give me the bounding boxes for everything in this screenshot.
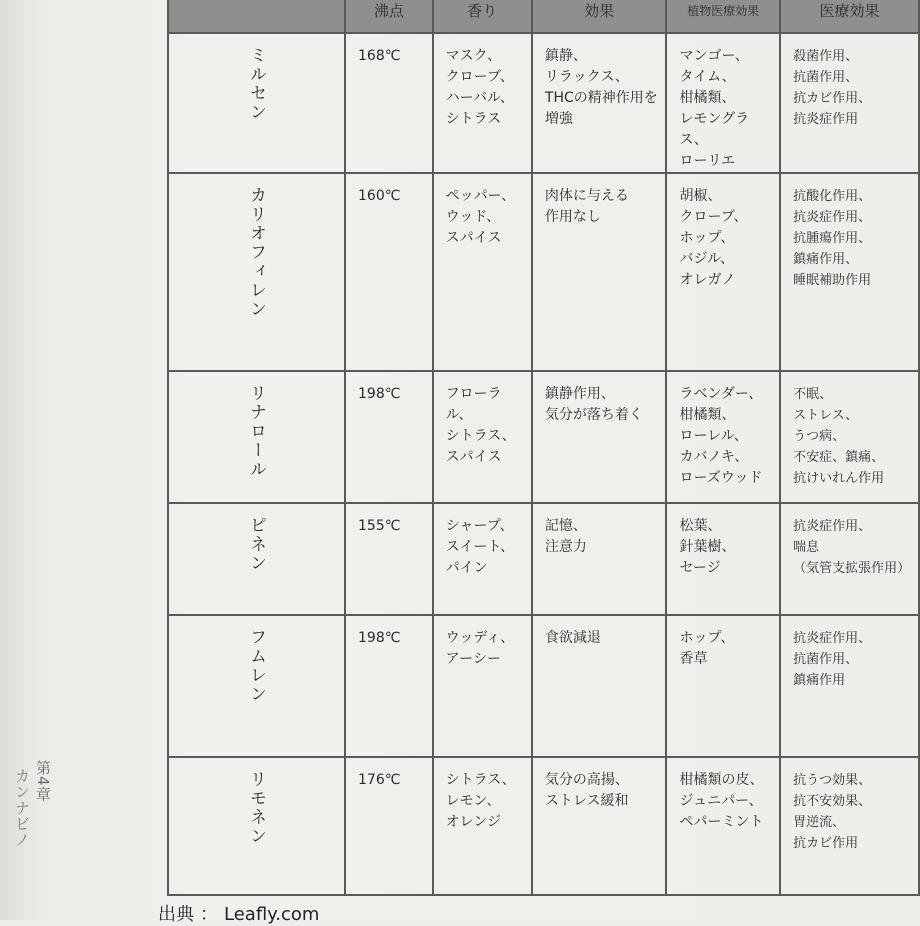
- table-row: [168, 757, 919, 895]
- table-row: [168, 371, 919, 503]
- terpene-table: [167, 0, 920, 896]
- aroma: ペッパー、 ウッド、 スパイス: [445, 188, 516, 246]
- table-row: [168, 503, 919, 615]
- terpene-name: カリオフィレン: [246, 186, 266, 319]
- effect-cell: [532, 33, 667, 173]
- boiling-point: 168℃: [358, 48, 401, 64]
- effect-cell: [532, 371, 667, 503]
- medical-effect: 抗うつ効果、 抗不安効果、 胃逆流、 抗カビ作用: [793, 773, 872, 851]
- effect-cell: [532, 173, 667, 371]
- plant-medical-effect: 柑橘類の皮、 ジュニパー、 ペパーミント: [679, 772, 764, 830]
- source-value: Leafly.com: [224, 904, 320, 925]
- plant-cell: [666, 371, 780, 503]
- aroma: マスク、 クローブ、 ハーバル、 シトラス: [445, 48, 514, 127]
- table-header: [168, 0, 919, 33]
- source-label: 出典: [158, 904, 194, 925]
- terpene-name: フムレン: [246, 628, 266, 704]
- boiling-point-cell: [345, 503, 433, 615]
- aroma-cell: [433, 757, 532, 895]
- effect: 鎮静、 リラックス、 THCの精神作用を 増強: [544, 48, 658, 127]
- medical-cell: [780, 615, 919, 757]
- boiling-point: 155℃: [358, 518, 401, 534]
- aroma-cell: [433, 503, 532, 615]
- terpene-name-cell: [168, 503, 345, 615]
- plant-medical-effect: ラベンダー、 柑橘類、 ローレル、 カバノキ、 ローズウッド: [679, 386, 763, 486]
- terpene-name-cell: [168, 615, 345, 757]
- terpene-name-cell: [168, 371, 345, 503]
- terpene-name-cell: [168, 33, 345, 173]
- header-aroma: 香り: [433, 0, 532, 33]
- header-boiling-point: 沸点: [345, 0, 433, 33]
- table-row: [168, 173, 919, 371]
- medical-cell: [780, 757, 919, 895]
- boiling-point-cell: [345, 33, 433, 173]
- table-row: [168, 33, 919, 173]
- medical-cell: [780, 503, 919, 615]
- effect: 記憶、 注意力: [544, 518, 587, 555]
- source-citation: [158, 900, 319, 926]
- header-medical-effect: 医療効果: [780, 0, 919, 33]
- aroma-cell: [433, 371, 532, 503]
- medical-cell: [780, 371, 919, 503]
- aroma-cell: [433, 615, 532, 757]
- effect-cell: [532, 757, 667, 895]
- aroma: シャープ、 スイート、 パイン: [445, 518, 515, 576]
- table-body: [168, 33, 919, 895]
- aroma-cell: [433, 33, 532, 173]
- plant-medical-effect: 胡椒、 クローブ、 ホップ、 バジル、 オレガノ: [679, 188, 748, 288]
- plant-cell: [666, 33, 780, 173]
- chapter-label: 第4章: [34, 760, 52, 803]
- aroma: シトラス、 レモン、 オレンジ: [445, 772, 516, 830]
- boiling-point-cell: [345, 757, 433, 895]
- plant-cell: [666, 757, 780, 895]
- effect: 気分の高揚、 ストレス緩和: [544, 772, 629, 809]
- boiling-point-cell: [345, 173, 433, 371]
- terpene-name: リモネン: [246, 770, 266, 846]
- effect: 食欲減退: [544, 630, 601, 646]
- medical-cell: [780, 33, 919, 173]
- chapter-title: カンナビノ: [13, 768, 31, 848]
- plant-medical-effect: マンゴー、 タイム、 柑橘類、 レモングラス、 ローリエ: [679, 48, 750, 169]
- effect-cell: [532, 615, 667, 757]
- boiling-point: 176℃: [358, 772, 401, 788]
- header-row: [168, 0, 919, 33]
- source-colon: ：: [200, 904, 218, 925]
- effect-cell: [532, 503, 667, 615]
- plant-medical-effect: ホップ、 香草: [679, 630, 735, 667]
- header-plant-medical-effect: 植物医療効果: [666, 0, 780, 33]
- medical-effect: 抗炎症作用、 抗菌作用、 鎮痛作用: [793, 631, 872, 688]
- medical-effect: 抗酸化作用、 抗炎症作用、 抗腫瘍作用、 鎮痛作用、 睡眠補助作用: [793, 189, 872, 288]
- boiling-point: 198℃: [358, 386, 401, 402]
- boiling-point-cell: [345, 371, 433, 503]
- effect: 鎮静作用、 気分が落ち着く: [544, 386, 643, 423]
- plant-cell: [666, 503, 780, 615]
- boiling-point: 160℃: [358, 188, 401, 204]
- boiling-point-cell: [345, 615, 433, 757]
- effect: 肉体に与える 作用なし: [544, 188, 629, 225]
- terpene-name: リナロール: [246, 384, 266, 479]
- terpene-name-cell: [168, 173, 345, 371]
- header-name-cell: [168, 0, 345, 33]
- terpene-name-cell: [168, 757, 345, 895]
- header-effect: 効果: [532, 0, 667, 33]
- table-row: [168, 615, 919, 757]
- medical-effect: 不眠、 ストレス、 うつ病、 不安症、鎮痛、 抗けいれん作用: [793, 387, 885, 486]
- aroma: フローラル、 シトラス、 スパイス: [445, 386, 516, 465]
- aroma: ウッディ、 アーシー: [445, 630, 515, 667]
- chapter-sidebar: [13, 760, 54, 848]
- plant-cell: [666, 173, 780, 371]
- aroma-cell: [433, 173, 532, 371]
- medical-cell: [780, 173, 919, 371]
- plant-cell: [666, 615, 780, 757]
- terpene-name: ピネン: [246, 516, 266, 573]
- plant-medical-effect: 松葉、 針葉樹、 セージ: [679, 518, 736, 576]
- medical-effect: 殺菌作用、 抗菌作用、 抗カビ作用、 抗炎症作用: [793, 49, 872, 127]
- boiling-point: 198℃: [358, 630, 401, 646]
- terpene-name: ミルセン: [246, 46, 266, 122]
- medical-effect: 抗炎症作用、 喘息 （気管支拡張作用）: [793, 519, 911, 576]
